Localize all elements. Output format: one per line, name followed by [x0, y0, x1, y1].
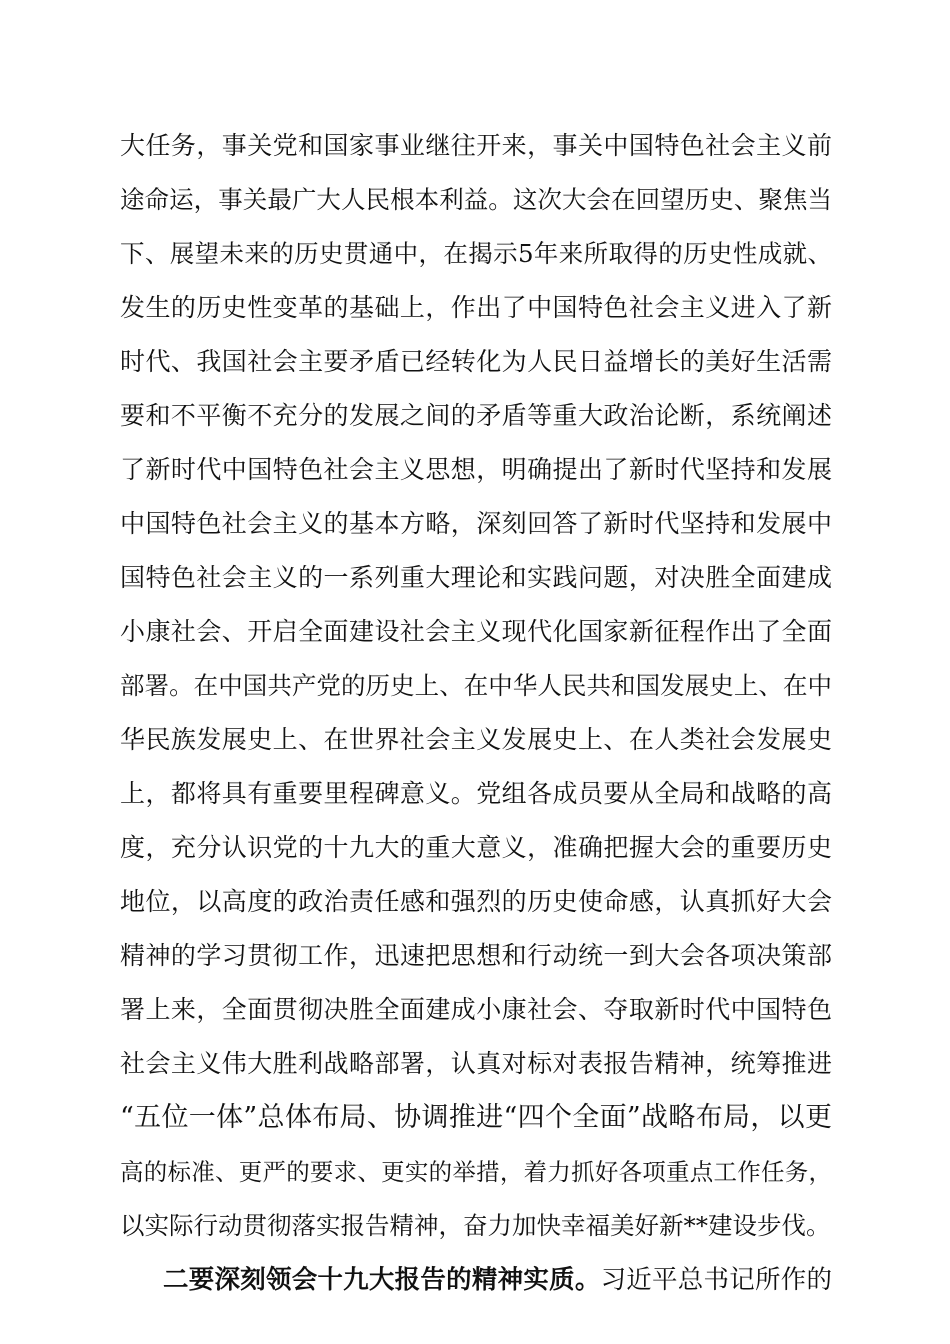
text-line: 署上来，全面贯彻决胜全面建成小康社会、夺取新时代中国特色: [120, 995, 832, 1024]
text-line: 国特色社会主义的一系列重大理论和实践问题，对决胜全面建成: [120, 563, 832, 592]
text-line: 上，都将具有重要里程碑意义。党组各成员要从全局和战略的高: [120, 779, 832, 808]
text-line: 发生的历史性变革的基础上，作出了中国特色社会主义进入了新: [120, 293, 832, 322]
text-line: 下、展望未来的历史贯通中，在揭示5年来所取得的历史性成就、: [120, 239, 832, 268]
text-line: 华民族发展史上、在世界社会主义发展史上、在人类社会发展史: [120, 725, 832, 754]
text-line: “五位一体”总体布局、协调推进“四个全面”战略布局，以更: [120, 1102, 832, 1133]
text-line: 大任务，事关党和国家事业继往开来，事关中国特色社会主义前: [120, 131, 832, 160]
text-line: 高的标准、更严的要求、更实的举措，着力抓好各项重点工作任务，: [120, 1158, 832, 1186]
text-line: 社会主义伟大胜利战略部署，认真对标对表报告精神，统筹推进: [120, 1049, 832, 1078]
text-line: 中国特色社会主义的基本方略，深刻回答了新时代坚持和发展中: [120, 509, 832, 538]
text-line: 度，充分认识党的十九大的重大意义，准确把握大会的重要历史: [120, 833, 832, 862]
text-line: 小康社会、开启全面建设社会主义现代化国家新征程作出了全面: [120, 617, 832, 646]
text-line: 要和不平衡不充分的发展之间的矛盾等重大政治论断，系统阐述: [120, 401, 832, 430]
section-heading: 二要深刻领会十九大报告的精神实质。: [163, 1265, 601, 1295]
text-line: 以实际行动贯彻落实报告精神，奋力加快幸福美好新**建设步伐。: [120, 1211, 831, 1240]
paragraph-text: 习近平总书记所作的: [600, 1265, 832, 1295]
paragraph-start-line: [163, 1260, 832, 1300]
text-line: 时代、我国社会主要矛盾已经转化为人民日益增长的美好生活需: [120, 347, 832, 376]
text-line: 途命运，事关最广大人民根本利益。这次大会在回望历史、聚焦当: [120, 185, 832, 214]
text-line: 部署。在中国共产党的历史上、在中华人民共和国发展史上、在中: [120, 671, 832, 700]
text-line: 了新时代中国特色社会主义思想，明确提出了新时代坚持和发展: [120, 455, 832, 484]
text-line: 地位，以高度的政治责任感和强烈的历史使命感，认真抓好大会: [120, 887, 832, 916]
text-line: 精神的学习贯彻工作，迅速把思想和行动统一到大会各项决策部: [120, 941, 832, 970]
